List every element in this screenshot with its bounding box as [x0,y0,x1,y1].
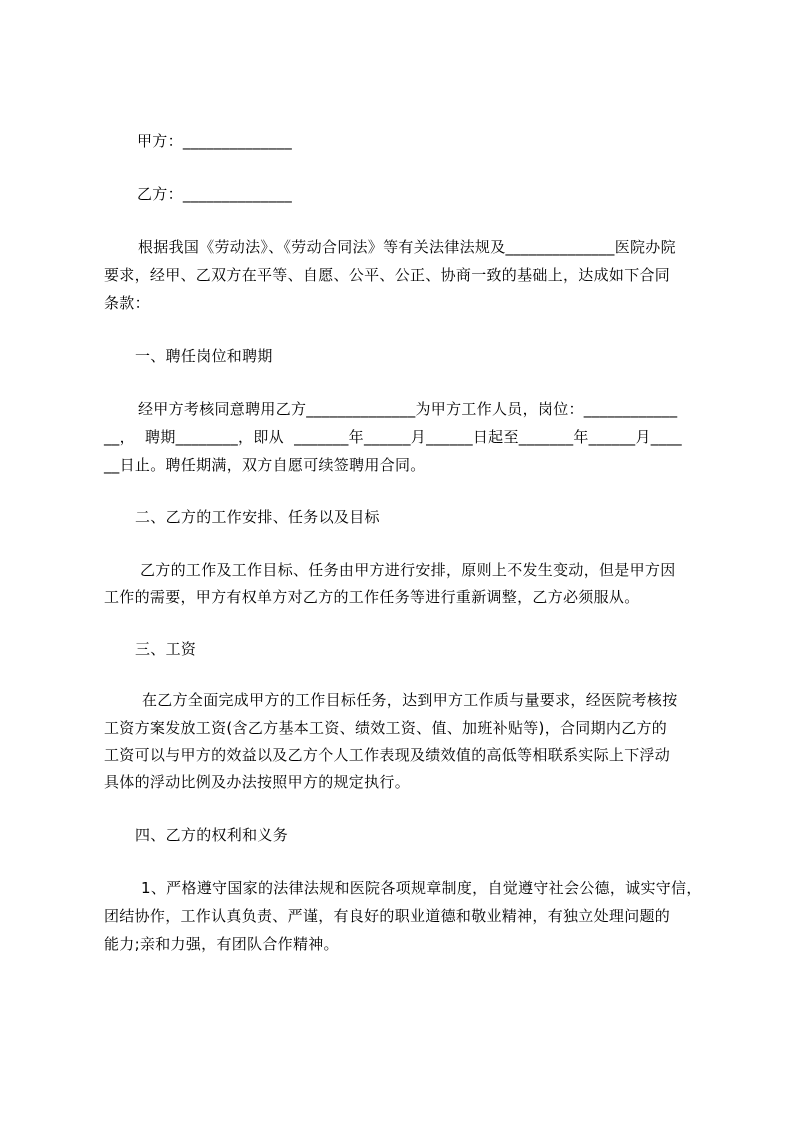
section-3-line-2: 工资方案发放工资(含乙方基本工资、绩效工资、值、加班补贴等)，合同期内乙方的 [104,719,668,737]
section-1-line-1: 经甲方考核同意聘用乙方______________为甲方工作人员，岗位：____________ [138,400,678,418]
intro-line-1: 根据我国《劳动法》、《劳动合同法》等有关法律法规及______________医院办院 [138,238,676,256]
section-4-line-2: 团结协作，工作认真负责、严谨，有良好的职业道德和敬业精神，有独立处理问题的 [104,907,671,925]
party-a-line: 甲方：______________ [137,132,293,150]
party-b-line: 乙方：______________ [137,185,293,203]
section-2-heading: 二、乙方的工作安排、任务以及目标 [135,508,380,526]
section-2-line-2: 工作的需要，甲方有权单方对乙方的工作任务等进行重新调整，乙方必须服从。 [104,588,640,606]
intro-line-2: 要求，经甲、乙双方在平等、自愿、公平、公正、协商一致的基础上，达成如下合同 [104,266,671,284]
section-1-line-2: __， 聘期________，即从 _______年______月______日起至_______年______月____ [104,428,682,446]
intro-line-3: 条款： [104,294,150,312]
section-4-line-3: 能力;亲和力强，有团队合作精神。 [104,935,339,953]
section-1-heading: 一、聘任岗位和聘期 [135,347,273,365]
section-3-line-3: 工资可以与甲方的效益以及乙方个人工作表现及绩效值的高低等相联系实际上下浮动 [104,746,671,764]
section-2-line-1: 乙方的工作及工作目标、任务由甲方进行安排，原则上不发生变动，但是甲方因 [140,561,676,579]
section-4-line-1: 1、严格遵守国家的法律法规和医院各项规章制度，自觉遵守社会公德，诚实守信， [141,879,702,897]
section-4-heading: 四、乙方的权利和义务 [135,826,289,844]
section-3-heading: 三、工资 [135,640,197,658]
section-3-line-4: 具体的浮动比例及办法按照甲方的规定执行。 [104,773,411,791]
section-3-line-1: 在乙方全面完成甲方的工作目标任务，达到甲方工作质与量要求，经医院考核按 [142,691,678,709]
section-1-line-3: __日止。聘任期满，双方自愿可续签聘用合同。 [104,456,426,474]
